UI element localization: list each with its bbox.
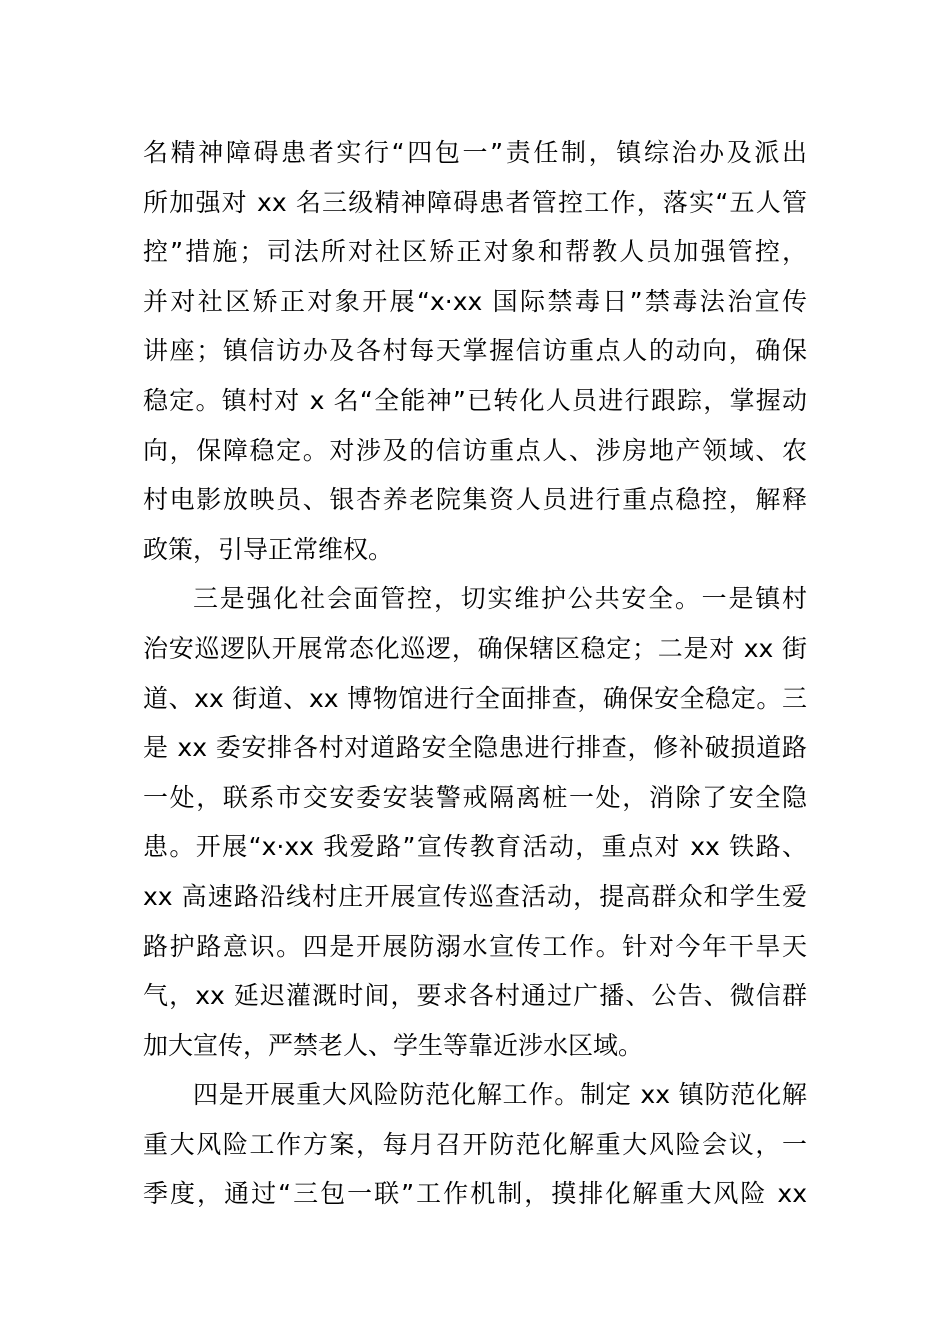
document-body <box>143 128 807 1219</box>
text-line: 路护路意识。四是开展防溺水宣传工作。针对今年干旱天 <box>143 931 807 961</box>
text-line: 向，保障稳定。对涉及的信访重点人、涉房地产领域、农 <box>143 435 807 465</box>
text-line: 治安巡逻队开展常态化巡逻，确保辖区稳定；二是对 xx 街 <box>143 633 807 663</box>
text-line: 三是强化社会面管控，切实维护公共安全。一是镇村 <box>193 584 807 614</box>
text-line: 控”措施；司法所对社区矫正对象和帮教人员加强管控， <box>143 237 807 267</box>
paragraph-1 <box>143 128 807 574</box>
text-line: 四是开展重大风险防范化解工作。制定 xx 镇防范化解 <box>193 1080 807 1110</box>
text-line: 并对社区矫正对象开展“x·xx 国际禁毒日”禁毒法治宣传 <box>143 286 807 316</box>
text-line: 稳定。镇村对 x 名“全能神”已转化人员进行跟踪，掌握动 <box>143 385 807 415</box>
paragraph-2 <box>143 574 807 1070</box>
text-line: 所加强对 xx 名三级精神障碍患者管控工作，落实“五人管 <box>143 187 807 217</box>
text-line: 村电影放映员、银杏养老院集资人员进行重点稳控，解释 <box>143 485 807 515</box>
text-line: xx 高速路沿线村庄开展宣传巡查活动，提高群众和学生爱 <box>143 881 807 911</box>
text-line: 名精神障碍患者实行“四包一”责任制，镇综治办及派出 <box>143 138 807 167</box>
text-line: 患。开展“x·xx 我爱路”宣传教育活动，重点对 xx 铁路、 <box>143 832 807 862</box>
text-line: 道、xx 街道、xx 博物馆进行全面排查，确保安全稳定。三 <box>143 683 807 713</box>
text-line: 加大宣传，严禁老人、学生等靠近涉水区域。 <box>143 1030 644 1060</box>
text-line: 重大风险工作方案，每月召开防范化解重大风险会议，一 <box>143 1129 807 1159</box>
text-line: 一处，联系市交安委安装警戒隔离桩一处，消除了安全隐 <box>143 782 807 812</box>
text-line: 季度，通过“三包一联”工作机制，摸排化解重大风险 xx <box>143 1179 807 1209</box>
text-line: 讲座；镇信访办及各村每天掌握信访重点人的动向，确保 <box>143 336 807 366</box>
paragraph-3 <box>143 1070 807 1219</box>
text-line: 气，xx 延迟灌溉时间，要求各村通过广播、公告、微信群 <box>143 981 807 1011</box>
text-line: 是 xx 委安排各村对道路安全隐患进行排查，修补破损道路 <box>143 733 807 763</box>
text-line: 政策，引导正常维权。 <box>143 534 394 564</box>
